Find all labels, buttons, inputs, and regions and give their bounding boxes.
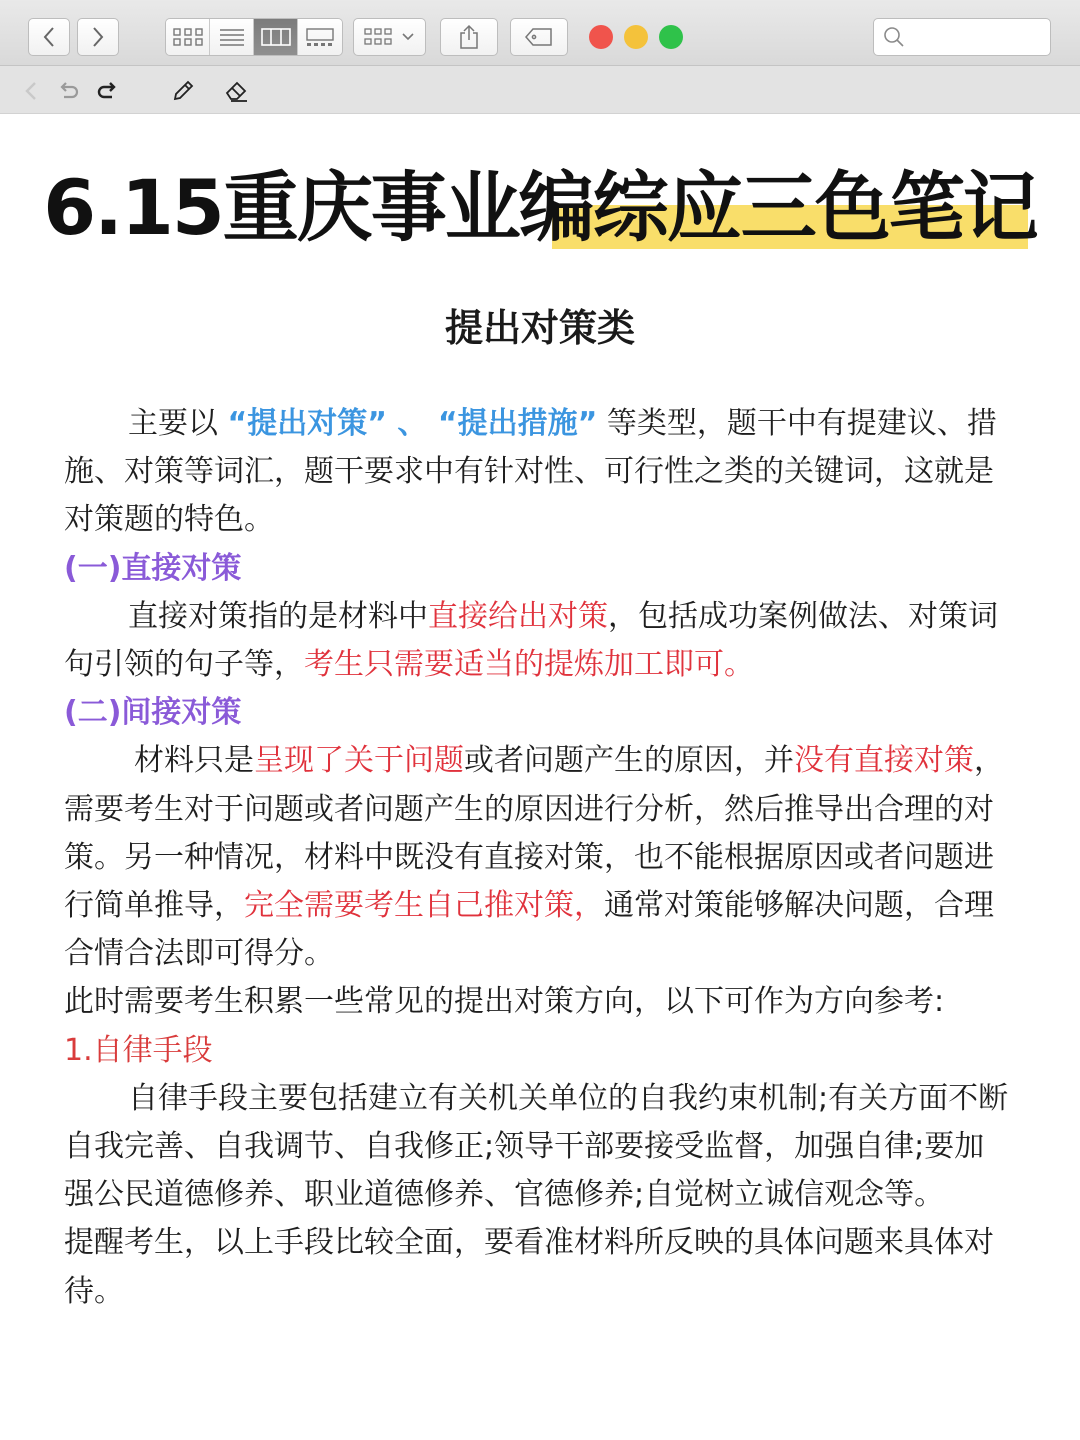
- tag-icon: [525, 28, 553, 46]
- red-highlight: 呈现了关于问题: [254, 743, 464, 779]
- document-body: [64, 400, 1014, 1316]
- keyword-quote: “提出措施”: [437, 406, 598, 441]
- gallery-view-button[interactable]: [298, 19, 342, 55]
- edit-toolbar: [0, 66, 1080, 114]
- direct-countermeasure-paragraph: 直接对策指的是材料中直接给出对策，包括成功案例做法、对策词句引领的句子等，考生只需要适当的提炼加工即可。: [64, 598, 998, 683]
- intro-paragraph: 主要以 “提出对策” 、 “提出措施” 等类型，题干中有提建议、措施、对策等词汇，题干要求中有针对性、可行性之类的关键词，这就是对策题的特色。: [64, 406, 997, 538]
- undo-button[interactable]: [56, 78, 82, 104]
- column-view-icon: [261, 28, 291, 46]
- chevron-left-icon: [42, 26, 56, 48]
- heading-indirect-countermeasure: (二)间接对策: [64, 695, 242, 731]
- red-highlight: 考生只需要适当的提炼加工即可。: [304, 647, 754, 683]
- back-icon: [24, 81, 38, 101]
- grid-view-icon: [173, 27, 203, 47]
- list-view-icon: [219, 27, 245, 47]
- group-icon: [364, 27, 394, 47]
- share-button[interactable]: [440, 18, 498, 56]
- back-button[interactable]: [28, 18, 70, 56]
- chevron-right-icon: [91, 26, 105, 48]
- minimize-window-button[interactable]: [624, 25, 648, 49]
- pencil-tool-button[interactable]: [170, 78, 196, 104]
- redo-button[interactable]: [94, 78, 120, 104]
- list-view-button[interactable]: [210, 19, 254, 55]
- self-discipline-paragraph: 自律手段主要包括建立有关机关单位的自我约束机制;有关方面不断自我完善、自我调节、自我修正;领导干部要接受监督，加强自律;要加强公民道德修养、职业道德修养、官德修养;自觉树立诚信观念等。: [64, 1080, 1009, 1213]
- group-by-dropdown[interactable]: [353, 18, 426, 56]
- pencil-icon: [171, 79, 195, 103]
- forward-button[interactable]: [77, 18, 119, 56]
- search-input[interactable]: [911, 28, 1041, 46]
- share-icon: [458, 24, 480, 50]
- red-highlight: 直接给出对策: [428, 598, 608, 634]
- search-icon: [883, 26, 905, 48]
- tag-button[interactable]: [510, 18, 568, 56]
- eraser-tool-button[interactable]: [224, 78, 250, 104]
- chevron-down-icon: [400, 31, 416, 43]
- heading-direct-countermeasure: (一)直接对策: [64, 550, 242, 586]
- redo-icon: [95, 81, 119, 101]
- eraser-icon: [224, 79, 250, 103]
- gallery-view-icon: [305, 27, 335, 47]
- reminder-paragraph: 提醒考生，以上手段比较全面，要看准材料所反映的具体问题来具体对待。: [64, 1225, 994, 1309]
- keyword-quote: “提出对策”: [227, 406, 387, 441]
- view-mode-selector: [165, 18, 343, 56]
- heading-self-discipline: 1.自律手段: [64, 1032, 213, 1068]
- red-highlight: 没有直接对策: [794, 743, 974, 779]
- red-highlight: 完全需要考生自己推对策，: [244, 888, 604, 924]
- zoom-window-button[interactable]: [659, 25, 683, 49]
- indirect-countermeasure-paragraph: 材料只是呈现了关于问题或者问题产生的原因，并没有直接对策，需要考生对于问题或者问题产生的原因进行分析，然后推导出合理的对策。另一种情况，材料中既没有直接对策，也不能根据原因或者问题进行简单推导，完全需要考生自己推对策，通常对策能够解决问题，合理合情合法即可得分。: [64, 743, 1004, 972]
- reference-intro-paragraph: 此时需要考生积累一些常见的提出对策方向，以下可作为方向参考:: [64, 984, 945, 1020]
- grid-view-button[interactable]: [166, 19, 210, 55]
- close-window-button[interactable]: [589, 25, 613, 49]
- section-title: 提出对策类: [444, 306, 635, 350]
- column-view-button[interactable]: [254, 19, 298, 55]
- undo-icon: [57, 81, 81, 101]
- back-button-disabled[interactable]: [18, 78, 44, 104]
- document-title: 6.15重庆事业编综应三色笔记: [43, 163, 1037, 252]
- search-field[interactable]: [873, 18, 1051, 56]
- window-toolbar: [0, 0, 1080, 66]
